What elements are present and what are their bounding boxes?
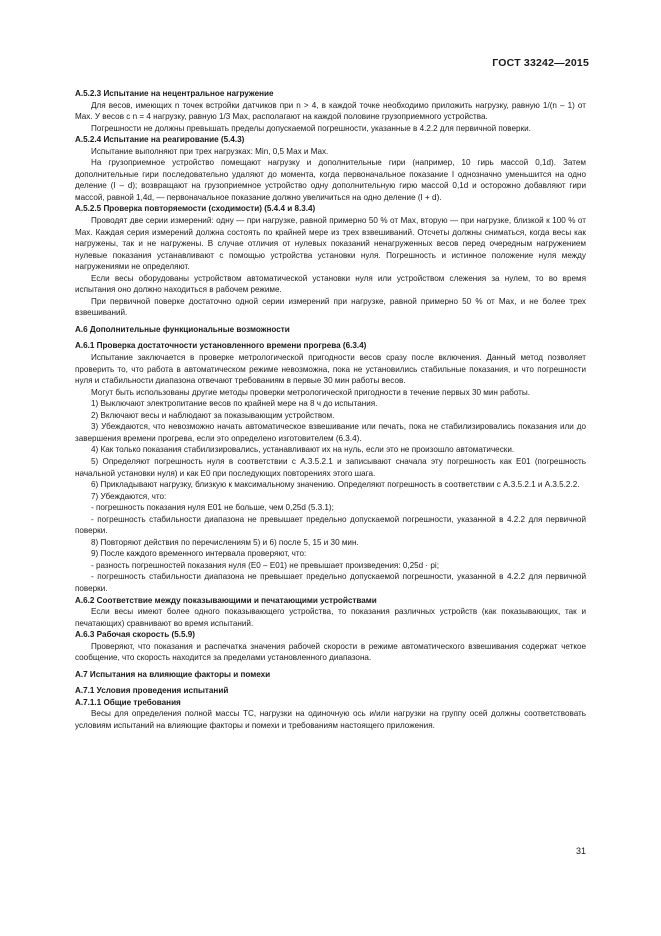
paragraph: Испытание выполняют при трех нагрузках: Min, 0,5 Max и Max.: [91, 146, 329, 156]
paragraph: Весы для определения полной массы ТС, нагрузки на одиночную ось и/или нагрузки на группу осей должны соответствовать условиям испытаний на влияющие факторы и помехи и требованиям настоящего приложения.: [75, 709, 586, 730]
paragraph: 2) Включают весы и наблюдают за показывающим устройством.: [91, 410, 335, 420]
paragraph: Могут быть использованы другие методы проверки метрологической пригодности в течение первых 30 мин работы.: [91, 387, 530, 397]
paragraph: Если весы имеют более одного показывающего устройства, то показания различных устройств (как показывающих, так и печатающих) сравнивают во время испытаний.: [75, 607, 586, 628]
paragraph: 8) Повторяют действия по перечислениям 5) и 6) после 5, 15 и 30 мин.: [91, 537, 359, 547]
paragraph: Погрешности не должны превышать пределы допускаемой погрешности, указанные в 4.2.2 для первичной поверки.: [91, 123, 531, 133]
section-heading: А.7.1.1 Общие требования: [75, 697, 181, 707]
section-heading: А.5.2.5 Проверка повторяемости (сходимости) (5.4.4 и 8.3.4): [75, 204, 316, 214]
section-heading: А.7.1 Условия проведения испытаний: [75, 686, 229, 696]
section-heading: А.6.2 Соответствие между показывающими и печатающими устройствами: [75, 595, 377, 605]
paragraph: Испытание заключается в проверке метрологической пригодности весов сразу после включения. Данный метод позволяет проверить то, что работа в автоматическом режиме невозможна, пока не установились стабильные показания, и что погрешности нуля и стабильности диапазона отвечают требованиям в первые 30 мин работы весов.: [75, 353, 586, 386]
section-heading: А.6.3 Рабочая скорость (5.5.9): [75, 630, 196, 640]
paragraph: - погрешность стабильности диапазона не превышает предельно допускаемой погрешности, указанной в 4.2.2 для первичной поверки.: [75, 514, 586, 536]
page-number: 31: [575, 846, 586, 856]
paragraph: 3) Убеждаются, что невозможно начать автоматическое взвешивание или печать, пока не стабилизировались показания или до завершения времени прогрева, если это определено изготовителем (6.3.4).: [75, 422, 586, 443]
paragraph: На грузоприемное устройство помещают нагрузку и дополнительные гири (например, 10 гирь массой 0,1d). Затем дополнительные гири последовательно удаляют до момента, когда первоначальное показание I однозначно уменьшится на одно деление (I – d); возвращают на грузоприемное устройство одну дополнительную гирю массой 0,1d и осторожно добавляют гири массой, равной 1,4d, — первоначальное показание должно увеличиться на одно деление (I + d).: [75, 158, 586, 202]
paragraph: Проводят две серии измерений: одну — при нагрузке, равной примерно 50 % от Max, вторую — при нагрузке, близкой к 100 % от Max. Каждая серия измерений должна состоять по крайней мере из трех взвешиваний. Отсчеты должны сниматься, когда весы как нагружены, так и не нагружены. В случае отличия от нулевых показаний ненагруженных весов перед очередным нагружением нулевые показания устанавливают с помощью устройства установки нуля. Погрешность и истинное положение нуля между нагружениями не определяют.: [75, 216, 586, 272]
paragraph: При первичной поверке достаточно одной серии измерений при нагрузке, равной примерно 50 % от Max, и не более трех взвешиваний.: [75, 296, 586, 318]
section-heading: А.5.2.3 Испытание на нецентральное нагружение: [75, 89, 274, 98]
section-heading: А.5.2.4 Испытание на реагирование (5.4.3): [75, 135, 245, 145]
paragraph: - погрешность показания нуля E01 не больше, чем 0,25d (5.3.1);: [91, 503, 334, 513]
section-heading: А.6.1 Проверка достаточности установленного времени прогрева (6.3.4): [75, 341, 367, 351]
paragraph: - разность погрешностей показания нуля (E0 – E01) не превышает произведения: 0,25d · pi;: [91, 560, 439, 570]
paragraph: - погрешность стабильности диапазона не превышает предельно допускаемой погрешности, указанной в 4.2.2 для первичной поверки.: [75, 572, 586, 593]
paragraph: Если весы оборудованы устройством автоматической установки нуля или устройством слежения за нулем, то во время испытания оно должно находиться в рабочем режиме.: [75, 273, 586, 295]
paragraph: Проверяют, что показания и распечатка значения рабочей скорости в режиме автоматического взвешивания содержат четкое сообщение, что скорость находится за пределами установленного диапазона.: [75, 641, 586, 663]
section-heading: А.6 Дополнительные функциональные возможности: [75, 324, 290, 334]
document-body: [75, 88, 586, 732]
paragraph: 4) Как только показания стабилизировались, устанавливают их на нуль, если это не произошло автоматически.: [91, 445, 515, 455]
paragraph: 7) Убеждаются, что:: [91, 491, 167, 501]
paragraph: 5) Определяют погрешность нуля в соответствии с А.3.5.2.1 и записывают сначала эту погрешность как E01 (погрешность начальной установки нуля) и как E0 при последующих повторениях этого шага.: [75, 456, 586, 478]
paragraph: 1) Выключают электропитание весов по крайней мере на 8 ч до испытания.: [91, 399, 378, 409]
paragraph: Для весов, имеющих n точек встройки датчиков при n > 4, в каждой точке необходимо приложить нагрузку, равную 1/(n – 1) от Max. У весов с n = 4 нагрузку, равную 1/3 Max, располагают на каждой половине грузоприемного устройства.: [75, 100, 586, 122]
paragraph: 6) Прикладывают нагрузку, близкую к максимальному значению. Определяют погрешность в соответствии с А.3.5.2.1 и А.3.5.2.2.: [91, 480, 580, 490]
page-header-standard: ГОСТ 33242—2015: [492, 57, 589, 69]
section-heading: А.7 Испытания на влияющие факторы и помехи: [75, 669, 271, 679]
paragraph: 9) После каждого временного интервала проверяют, что:: [91, 549, 307, 559]
